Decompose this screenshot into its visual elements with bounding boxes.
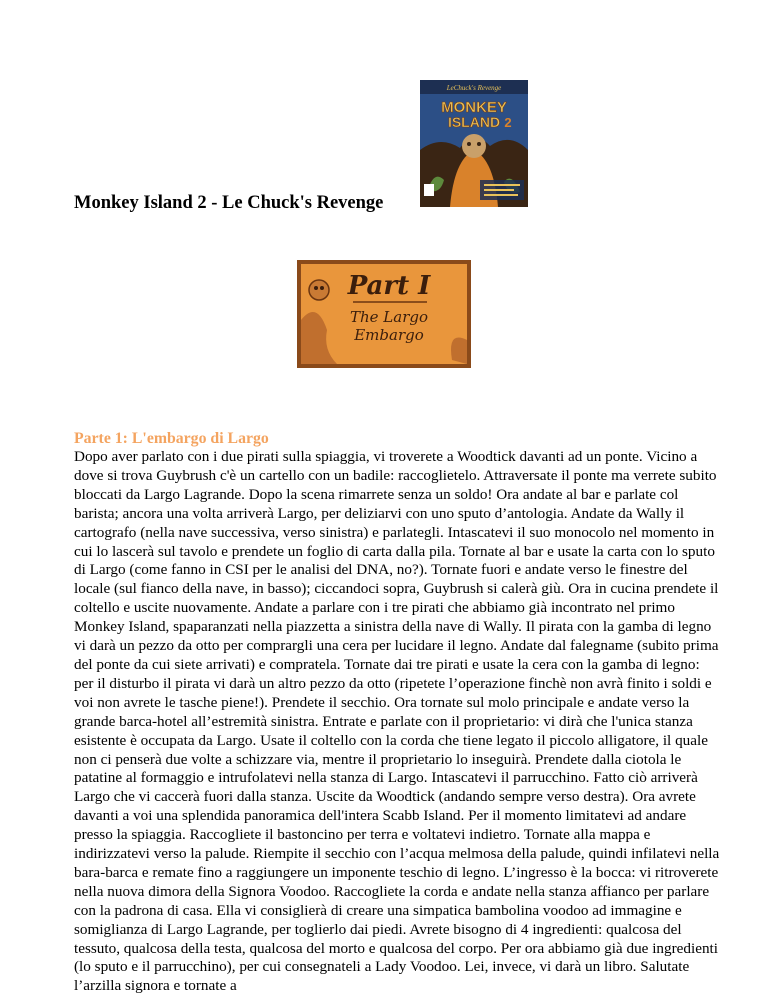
banner-skull-icon <box>309 280 329 300</box>
cover-header-text: LeChuck's Revenge <box>446 84 502 92</box>
svg-text:2: 2 <box>504 115 512 130</box>
section-heading: Parte 1: L'embargo di Largo <box>74 430 269 447</box>
banner-ornament-right <box>451 338 467 365</box>
banner-part-title: Part I <box>347 271 431 301</box>
svg-text:MONKEY: MONKEY <box>441 99 507 116</box>
svg-text:ISLAND: ISLAND <box>447 114 501 130</box>
banner-subtitle-line1: The Largo <box>349 308 429 326</box>
banner-subtitle-line2: Embargo <box>354 326 424 344</box>
box-art-image <box>420 80 528 207</box>
cover-face <box>462 134 486 158</box>
walkthrough-text: Dopo aver parlato con i due pirati sulla spiaggia, vi troverete a Woodtick davanti ad un ponte. Vicino a dove si trova Guybrush c'è un cartello con un badile: raccoglietelo. Attraversate il ponte ma verrete subito bloccati da Largo Lagrande. Dopo la scena rimarrete senza un soldo! Ora andate al bar e parlate col barista; ancora una volta arriverà Largo, per deliziarvi con uno sputo d’antologia. Andate da Wally il cartografo (nella nave successiva, verso sinistra) e parlategli. Intascatevi il suo monocolo nel momento in cui lo lascerà sul tavolo e prendete un foglio di carta dalla pila. Tornate al bar e usate la carta con lo sputo di Largo (come fanno in CSI per le analisi del DNA, no?). Tornate fuori e andate verso le finestre del locale (sul fianco della nave, in basso); ciccandoci sopra, Guybrush si calerà giù. Ora in cucina prendete il coltello e uscite nuovamente. Andate a parlare con i tre pirati che abbiamo già incontrato nel primo Monkey Island, spaparanzati nella piazzetta a sinistra della nave di Wally. Il pirata con la gamba di legno vi darà un pezzo da otto per comprargli una cera per lucidare il legno. Andate dal falegname (subito prima del ponte da cui siete arrivati) e compratela. Tornate dai tre pirati e usate la cera con la gamba di legno: per il disturbo il pirata vi darà un altro pezzo da otto (ripetete l’operazione finchè non avrà finito i soldi e voi non avrete le tasche piene!). Prendete il secchio. Ora tornate sul molo principale e andate verso la grande barca-hotel all’estremità sinistra. Entrate e parlate con il proprietario: vi dirà che l'unica stanza esistente è occupata da Largo. Usate il coltello con la corda che tiene legato il piccolo alligatore, il quale non ci penserà due volte a schizzare via, mentre il proprietario lo inseguirà. Prendete dalla ciotola le patatine al formaggio e intrufolatevi nella stanza di Largo. Intascatevi il parrucchino. Fatto ciò arriverà Largo che vi caccerà fuori dalla stanza. Uscite da Woodtick (andando sempre verso destra). Ora avrete davanti a voi una splendida panoramica dell'intera Scabb Island. Per il momento limitatevi ad andare presso la spiaggia. Raccogliete il bastoncino per terra e voltatevi indietro. Tornate alla mappa e indirizzatevi verso la palude. Riempite il secchio con l’acqua melmosa della palude, quindi infilatevi nella bara-barca e remate fino a raggiungere un imponente teschio di legno. L’ingresso è la bocca: vi ritroverete nella nuova dimora della Signora Voodoo. Raccogliete la corda e andate nella stanza affianco per parlare con la padrona di casa. Ella vi consiglierà di creare una simpatica bambolina voodoo ad immagine e somiglianza di Largo Lagrande, per toglierlo dai piedi. Avrete bisogno di 4 ingredienti: qualcosa del tessuto, qualcosa della testa, qualcosa del morto e qualcosa del corpo. Per ora abbiamo già due ingredienti (lo sputo e il parrucchino), per cui consegnateli a Lady Voodoo. Lei, invece, vi darà un libro. Salutate l’arzilla signora e tornate a <box>74 448 720 995</box>
cover-rating-badge <box>424 184 434 196</box>
part-one-banner-image <box>297 260 471 368</box>
page-title: Monkey Island 2 - Le Chuck's Revenge <box>74 193 384 213</box>
